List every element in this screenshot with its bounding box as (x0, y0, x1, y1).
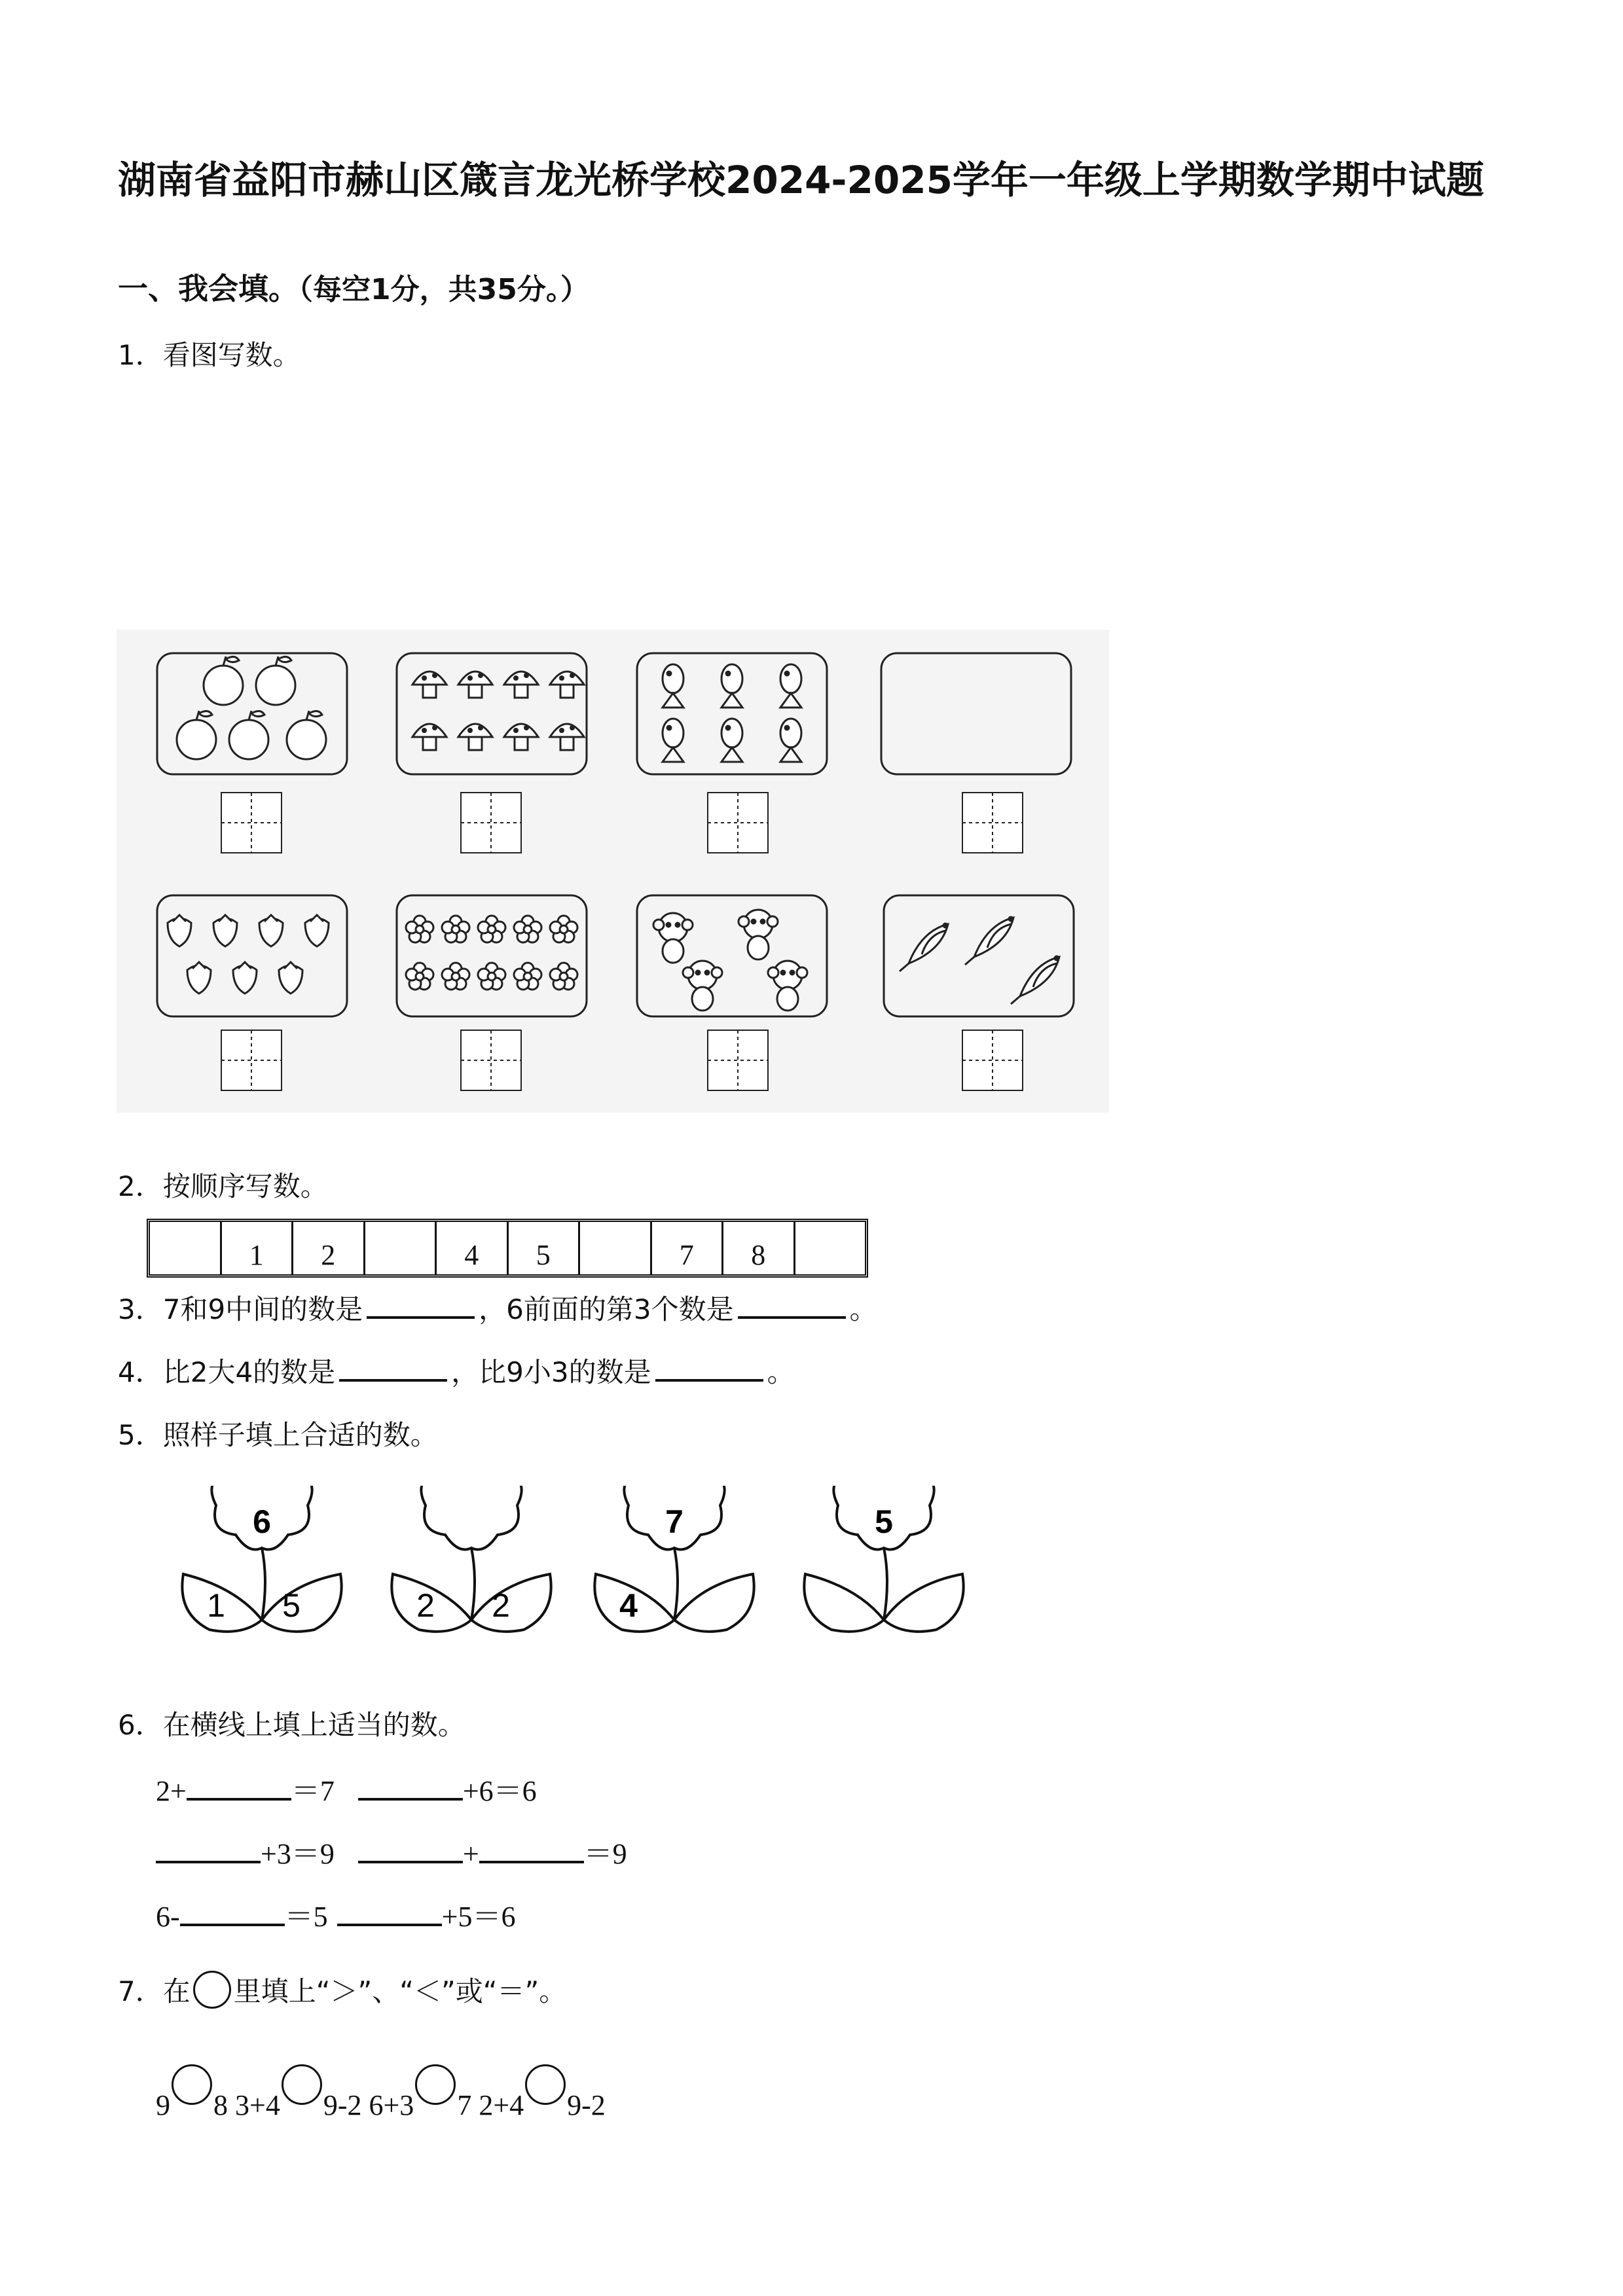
flower-row-svg (157, 1486, 1008, 1656)
q7-compare-circle-4[interactable] (525, 2064, 566, 2105)
q6-row-1 (156, 1767, 537, 1809)
flower-3-left: 4 (619, 1587, 638, 1624)
question-1-label: 1．看图写数。 (118, 339, 301, 371)
q7-label-post: 里填上“＞”、“＜”或“＝”。 (233, 1975, 567, 2007)
q6-r2b-post: ＝9 (583, 1838, 627, 1870)
sequence-cell: 4 (435, 1222, 507, 1274)
q7-item-4-right: 9-2 (567, 2089, 606, 2121)
q7-compare-circle-2[interactable] (282, 2064, 322, 2105)
small-flower-icons (406, 916, 577, 990)
flower-2-right: 2 (492, 1587, 510, 1624)
question-7-label (118, 1970, 566, 2013)
q3-answer-blank-2[interactable] (738, 1290, 846, 1319)
q7-item-3-left: 6+3 (369, 2089, 414, 2121)
sequence-cell: 8 (721, 1222, 793, 1274)
answer-square-4 (962, 793, 1023, 853)
q6-blank-4[interactable] (358, 1835, 463, 1863)
section-heading (118, 265, 589, 308)
question-4 (118, 1351, 795, 1390)
q7-item-1-right: 8 (213, 2089, 228, 2121)
flower-4-top: 5 (875, 1503, 893, 1540)
q6-blank-1[interactable] (187, 1772, 291, 1801)
q6-row-2 (156, 1830, 627, 1872)
q7-comparisons (156, 2081, 606, 2122)
q6-r2a-post: +3＝9 (261, 1838, 335, 1870)
q7-item-2-right: 9-2 (323, 2089, 362, 2121)
fish-icons (663, 664, 801, 762)
q6-blank-6[interactable] (180, 1897, 285, 1926)
q6-r2b-mid: + (462, 1838, 479, 1870)
sequence-cell: 5 (507, 1222, 579, 1274)
q4-text-3: 。 (767, 1356, 795, 1388)
sequence-cell: 1 (220, 1222, 292, 1274)
q4-answer-blank-1[interactable] (339, 1353, 447, 1382)
q4-text-1: 4．比2大4的数是 (118, 1356, 336, 1388)
q6-r3b-post: +5＝6 (441, 1901, 516, 1933)
q7-compare-circle-3[interactable] (415, 2064, 456, 2105)
bird-icons (900, 917, 1059, 1004)
section-note: （每空1分，共35分。） (299, 273, 589, 306)
flower-3-top: 7 (665, 1503, 684, 1540)
q7-label-pre: 7．在 (118, 1975, 191, 2007)
flower-box (397, 895, 587, 1016)
q3-text-2: ，6前面的第3个数是 (479, 1293, 734, 1325)
flower-1-right: 5 (282, 1587, 301, 1624)
flower-2 (392, 1486, 551, 1632)
sequence-cell[interactable] (793, 1222, 866, 1274)
q6-r3a-post: ＝5 (284, 1901, 328, 1933)
answer-square-2 (461, 793, 521, 853)
strawberry-icons (168, 915, 329, 994)
sequence-cell: 7 (650, 1222, 722, 1274)
empty-box (881, 653, 1071, 774)
mushroom-icons (412, 672, 584, 750)
answer-square-1 (221, 793, 282, 853)
q6-r1a-pre: 2+ (156, 1775, 187, 1807)
section-title: 一、我会填。 (118, 271, 299, 306)
q4-answer-blank-2[interactable] (655, 1353, 763, 1382)
strawberry-box (157, 895, 347, 1016)
q7-item-3-right: 7 (457, 2089, 472, 2121)
answer-square-6 (461, 1030, 521, 1090)
sequence-cell[interactable] (150, 1222, 220, 1274)
q7-compare-circle-1[interactable] (172, 2064, 212, 2105)
question-5-label: 5．照样子填上合适的数。 (118, 1419, 438, 1451)
answer-square-8 (962, 1030, 1023, 1090)
question-2-label: 2．按顺序写数。 (118, 1170, 328, 1202)
counting-picture-svg (117, 630, 1109, 1113)
sequence-cell: 2 (291, 1222, 363, 1274)
q6-r3a-pre: 6- (156, 1901, 180, 1933)
flower-1 (182, 1486, 341, 1632)
q6-r1a-post: ＝7 (291, 1775, 335, 1807)
sequence-table (147, 1219, 868, 1278)
flower-3 (594, 1486, 754, 1632)
sequence-cell[interactable] (578, 1222, 650, 1274)
q6-blank-5[interactable] (479, 1835, 584, 1863)
apple-icons (177, 656, 326, 759)
question-3 (118, 1288, 877, 1327)
answer-square-3 (708, 793, 768, 853)
q6-blank-3[interactable] (156, 1835, 261, 1863)
answer-square-5 (221, 1030, 282, 1090)
q7-item-2-left: 3+4 (235, 2089, 280, 2121)
flower-4 (804, 1486, 963, 1632)
q4-text-2: ，比9小3的数是 (451, 1356, 651, 1388)
q3-text-3: 。 (849, 1293, 877, 1325)
flower-row (157, 1486, 1008, 1656)
sequence-cell[interactable] (363, 1222, 435, 1274)
flower-2-left: 2 (416, 1587, 435, 1624)
counting-picture-panel (117, 630, 1109, 1113)
circle-icon (193, 1971, 231, 2009)
answer-square-7 (708, 1030, 768, 1090)
page-title: 湖南省益阳市赫山区箴言龙光桥学校2024-2025学年一年级上学期数学期中试题 (118, 158, 1484, 202)
flower-1-top: 6 (253, 1503, 271, 1540)
q6-blank-7[interactable] (337, 1897, 442, 1926)
monkey-icons (653, 910, 807, 1011)
q6-r1b-post: +6＝6 (462, 1775, 537, 1807)
q6-row-3 (156, 1893, 515, 1935)
q3-answer-blank-1[interactable] (367, 1290, 475, 1319)
flower-1-left: 1 (207, 1587, 225, 1624)
question-6-label: 6．在横线上填上适当的数。 (118, 1709, 465, 1741)
q6-blank-2[interactable] (358, 1772, 463, 1801)
q3-text-1: 3．7和9中间的数是 (118, 1293, 363, 1325)
q7-item-1-left: 9 (156, 2089, 170, 2121)
q7-item-4-left: 2+4 (479, 2089, 524, 2121)
